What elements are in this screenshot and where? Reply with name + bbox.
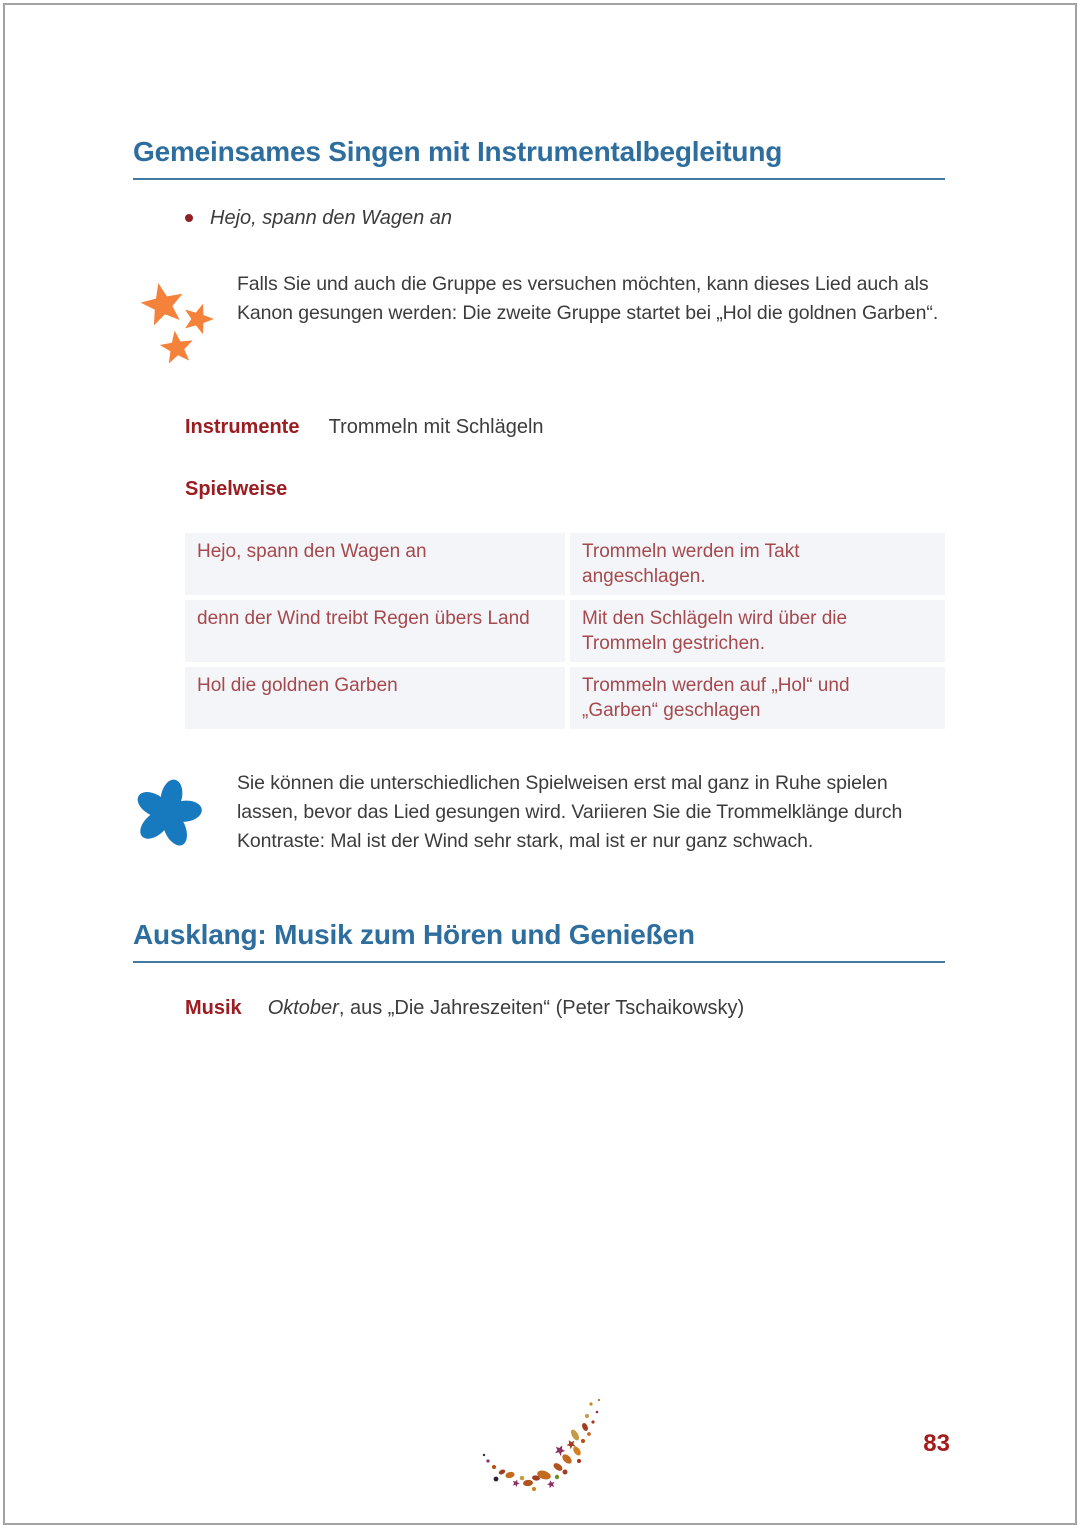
autumn-leaves-decoration-icon bbox=[470, 1383, 630, 1513]
table-cell-lyric: Hol die goldnen Garben bbox=[185, 667, 565, 729]
table-cell-action: Mit den Schlägeln wird über die Trommeln gestrichen. bbox=[570, 600, 945, 662]
flower-note-text: Sie können die unterschiedlichen Spielweisen erst mal ganz in Ruhe spielen lassen, bevor das Lied gesungen wird. Variieren Sie die Trommelklänge durch Kontraste: Mal ist der Wind sehr stark, mal ist er nur ganz schwach. bbox=[237, 772, 903, 852]
spielweise-table bbox=[185, 533, 945, 729]
song-title: Hejo, spann den Wagen an bbox=[210, 207, 453, 229]
table-cell-action: Trommeln werden im Takt angeschlagen. bbox=[570, 533, 945, 595]
spielweise-heading: Spielweise bbox=[185, 478, 288, 500]
table-cell-lyric: Hejo, spann den Wagen an bbox=[185, 533, 565, 595]
three-stars-icon bbox=[133, 270, 237, 373]
instrumente-label: Instrumente bbox=[185, 416, 300, 438]
song-list-item bbox=[185, 206, 945, 230]
star-note-text: Falls Sie und auch die Gruppe es versuchen möchten, kann dieses Lied auch als Kanon gesungen werden: Die zweite Gruppe startet bei „Hol die goldnen Garben“. bbox=[237, 273, 939, 324]
section-heading-gemeinsames-singen: Gemeinsames Singen mit Instrumentalbegleitung bbox=[133, 0, 945, 180]
flower-note-row bbox=[133, 769, 945, 860]
star-note-row bbox=[133, 270, 945, 373]
table-cell-action: Trommeln werden auf „Hol“ und „Garben“ geschlagen bbox=[570, 667, 945, 729]
table-cell-lyric: denn der Wind treibt Regen übers Land bbox=[185, 600, 565, 662]
section-heading-ausklang: Ausklang: Musik zum Hören und Genießen bbox=[133, 918, 945, 963]
page-number: 83 bbox=[923, 1430, 950, 1457]
instrumente-value: Trommeln mit Schlägeln bbox=[328, 416, 544, 438]
musik-work-rest: , aus „Die Jahreszeiten“ (Peter Tschaikowsky) bbox=[338, 997, 745, 1019]
musik-label: Musik bbox=[185, 997, 242, 1019]
instrumente-row bbox=[185, 415, 945, 439]
flower-icon bbox=[133, 769, 237, 860]
musik-row bbox=[185, 995, 945, 1021]
musik-work-title: Oktober bbox=[267, 997, 339, 1019]
bullet-dot bbox=[185, 214, 193, 222]
